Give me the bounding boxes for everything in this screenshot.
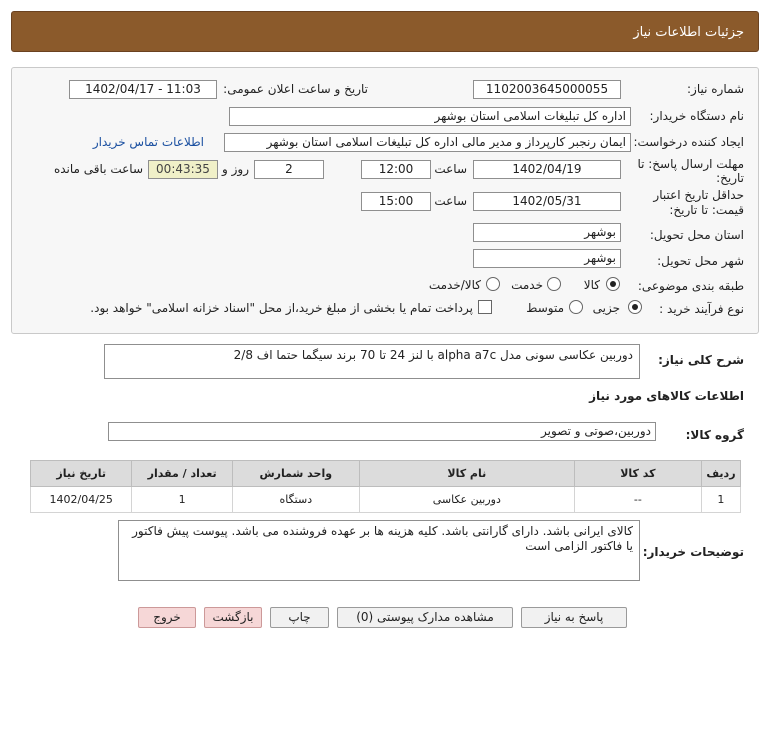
process-option-medium: متوسط bbox=[526, 301, 564, 315]
announce-label: تاریخ و ساعت اعلان عمومی: bbox=[223, 82, 368, 96]
col-quantity: تعداد / مقدار bbox=[132, 461, 232, 487]
category-radio-goods[interactable] bbox=[606, 277, 620, 291]
goods-section-title: اطلاعات کالاهای مورد نیاز bbox=[589, 389, 744, 403]
process-radio-minor[interactable] bbox=[628, 300, 642, 314]
city-label: شهر محل تحویل: bbox=[657, 254, 744, 268]
process-radio-medium[interactable] bbox=[569, 300, 583, 314]
page-header bbox=[11, 11, 759, 52]
validity-label: حداقل تاریخ اعتبار bbox=[653, 188, 744, 202]
buyer-org-label: نام دستگاه خریدار: bbox=[649, 109, 744, 123]
deadline-time-label: ساعت bbox=[434, 162, 467, 176]
cell-code: -- bbox=[574, 487, 701, 513]
buyer-notes-label: توضیحات خریدار: bbox=[642, 545, 744, 559]
validity-label-2: قیمت: تا تاریخ: bbox=[669, 203, 744, 217]
col-code: کد کالا bbox=[574, 461, 701, 487]
city-field: بوشهر bbox=[473, 249, 621, 268]
category-label: طبقه بندی موضوعی: bbox=[637, 279, 744, 293]
col-date: تاریخ نیاز bbox=[31, 461, 132, 487]
category-option-goods-service: کالا/خدمت bbox=[428, 278, 481, 292]
attachments-button[interactable]: مشاهده مدارک پیوستی (0) bbox=[337, 607, 513, 628]
validity-time-label: ساعت bbox=[434, 194, 467, 208]
deadline-time-field: 12:00 bbox=[361, 160, 431, 179]
province-field: بوشهر bbox=[473, 223, 621, 242]
province-label: استان محل تحویل: bbox=[649, 228, 744, 242]
goods-group-label: گروه کالا: bbox=[685, 428, 744, 442]
deadline-label-2: تاریخ: bbox=[716, 171, 744, 185]
days-field: 2 bbox=[254, 160, 324, 179]
remaining-time-field: 00:43:35 bbox=[148, 160, 218, 179]
process-option-minor: جزیی bbox=[592, 301, 620, 315]
deadline-label: مهلت ارسال پاسخ: تا bbox=[637, 157, 744, 171]
category-option-goods: کالا bbox=[583, 278, 600, 292]
buyer-notes-field: کالای ایرانی باشد. دارای گارانتی باشد. کلیه هزینه ها بر عهده فروشنده می باشد. پیوست پیش فاکتور یا فاکتور الزامی است bbox=[118, 520, 640, 581]
treasury-checkbox[interactable] bbox=[478, 300, 492, 314]
validity-time-field: 15:00 bbox=[361, 192, 431, 211]
creator-label: ایجاد کننده درخواست: bbox=[633, 135, 744, 149]
days-label: روز و bbox=[222, 162, 249, 176]
cell-unit: دستگاه bbox=[232, 487, 359, 513]
back-button[interactable]: بازگشت bbox=[204, 607, 262, 628]
goods-table-header bbox=[31, 461, 741, 487]
contact-info-link[interactable]: اطلاعات تماس خریدار bbox=[92, 135, 204, 149]
need-number-label: شماره نیاز: bbox=[687, 82, 744, 96]
category-radio-service[interactable] bbox=[547, 277, 561, 291]
process-label: نوع فرآیند خرید : bbox=[659, 302, 744, 316]
validity-date-field: 1402/05/31 bbox=[473, 192, 621, 211]
cell-name: دوربین عکاسی bbox=[359, 487, 574, 513]
need-number-field: 1102003645000055 bbox=[473, 80, 621, 99]
category-option-service: خدمت bbox=[511, 278, 543, 292]
col-unit: واحد شمارش bbox=[232, 461, 359, 487]
table-row bbox=[31, 487, 741, 513]
announce-field: 1402/04/17 - 11:03 bbox=[69, 80, 217, 99]
cell-quantity: 1 bbox=[132, 487, 232, 513]
reply-button[interactable]: پاسخ به نیاز bbox=[521, 607, 627, 628]
col-row: ردیف bbox=[701, 461, 740, 487]
creator-field: ایمان رنجبر کارپرداز و مدیر مالی اداره کل تبلیغات اسلامی استان بوشهر bbox=[224, 133, 631, 152]
remaining-label: ساعت باقی مانده bbox=[53, 162, 143, 176]
deadline-date-field: 1402/04/19 bbox=[473, 160, 621, 179]
category-radio-goods-service[interactable] bbox=[486, 277, 500, 291]
goods-table bbox=[30, 460, 741, 513]
treasury-note: پرداخت تمام یا بخشی از مبلغ خرید،از محل "اسناد خزانه اسلامی" خواهد بود. bbox=[90, 301, 473, 315]
exit-button[interactable]: خروج bbox=[138, 607, 196, 628]
description-label: شرح کلی نیاز: bbox=[658, 353, 744, 367]
cell-date: 1402/04/25 bbox=[31, 487, 132, 513]
buyer-org-field: اداره کل تبلیغات اسلامی استان بوشهر bbox=[229, 107, 631, 126]
page-title: جزئیات اطلاعات نیاز bbox=[633, 25, 744, 40]
goods-group-field: دوربین،صوتی و تصویر bbox=[108, 422, 656, 441]
print-button[interactable]: چاپ bbox=[270, 607, 329, 628]
col-name: نام کالا bbox=[359, 461, 574, 487]
cell-row: 1 bbox=[701, 487, 740, 513]
description-field: دوربین عکاسی سونی مدل alpha a7c با لنز 24 تا 70 برند سیگما حتما اف 2/8 bbox=[104, 344, 640, 379]
